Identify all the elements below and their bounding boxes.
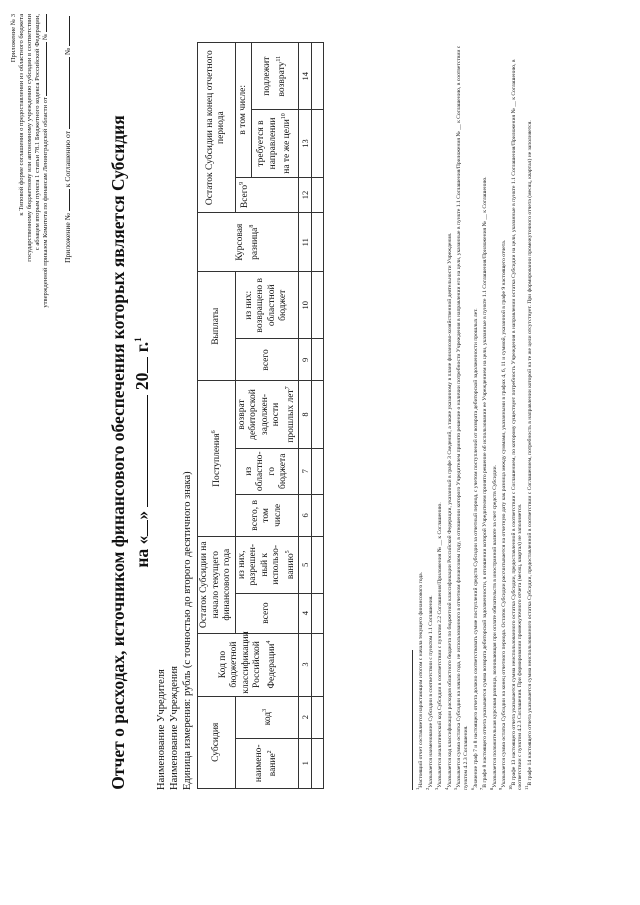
column-number: 13 <box>299 110 312 177</box>
footnote: $^2$Указывается наименование Субсидии в соответствии с пунктом 1.1 Соглашения. <box>424 595 434 790</box>
blank-line <box>147 395 148 507</box>
footnotes <box>412 30 534 790</box>
col-payments-total: всего <box>235 339 299 381</box>
column-number: 11 <box>299 213 312 272</box>
attachment-prefix: Приложение № <box>63 213 72 263</box>
col-balance-end-total: Всего$^9$ <box>235 177 299 213</box>
col-subsidy-name: наимено-вание$^2$ <box>235 738 299 788</box>
table-cell <box>312 110 324 177</box>
column-numbers-row <box>299 43 312 789</box>
table-cell <box>312 593 324 633</box>
footnote: $^{11}$В графе 14 настоящего отчета указывается сумма неиспользованного остатка Субсидии, предоставленной в соответствии с Соглашением, потребность в направлении которой на те же цели отсутствует. При формировании промежуточного отчета (месяц, квартал) не заполняется. <box>524 120 533 790</box>
footnote-ref: 1 <box>133 337 143 342</box>
column-number: 5 <box>299 536 312 593</box>
table-cell <box>312 536 324 593</box>
footnote: $^{10}$В графе 13 настоящего отчета указывается сумма неиспользованного остатка Субсидии, предоставленной в соответствии с Соглашением, по которому существует потребность Учреждения в направлении остатка Субсидии на цели, указанные в пункте 1.1 Соглашения/Приложения № __ к Соглашению, в соответствии с пунктом 4.2.3 Соглашения. При формировании промежуточного отчета (месяц, квартал) не заполняется. <box>507 59 524 790</box>
column-number: 3 <box>299 633 312 696</box>
appendix-line: государственному бюджетному или автономному учреждению субсидии в соответствии <box>26 14 34 262</box>
attachment-middle: к Соглашению от <box>63 130 72 188</box>
table-cell <box>312 494 324 536</box>
table-cell <box>312 696 324 738</box>
data-row-empty <box>312 43 324 789</box>
title-year: 20 <box>131 372 152 391</box>
col-receipts-regional: из областно-го бюджета <box>235 448 299 494</box>
column-number: 1 <box>299 738 312 788</box>
appendix-number-sign: № <box>42 33 50 40</box>
column-number: 8 <box>299 381 312 448</box>
col-balance-start-total: всего <box>235 593 299 633</box>
col-subsidy-code: код$^3$ <box>235 696 299 738</box>
table-cell <box>312 339 324 381</box>
blank-line <box>69 57 70 129</box>
attachment-line <box>63 16 72 263</box>
col-payments-header: Выплаты <box>198 272 236 381</box>
appendix-line <box>42 14 50 634</box>
column-number: 10 <box>299 272 312 339</box>
blank-line <box>147 520 148 536</box>
col-payments-returned: из них: возвращено в областной бюджет <box>235 272 299 339</box>
column-number: 2 <box>299 696 312 738</box>
footnote: $^1$Настоящий отчет составляется нарастающим итогом с начала текущего финансового года. <box>415 571 424 790</box>
founder-name-label: Наименование Учредителя <box>156 669 167 790</box>
title-date-close: » <box>131 510 152 520</box>
attachment-number-sign: № <box>63 47 72 56</box>
table-cell <box>312 448 324 494</box>
blank-line <box>46 14 47 32</box>
appendix-line: к Типовой форме соглашения о предоставлении из областного бюджета <box>18 14 26 216</box>
col-budget-code-header: Код по бюджетной классификации Российской Федерации$^4$ <box>198 633 299 696</box>
table-cell <box>312 213 324 272</box>
title-line-1: Отчет о расходах, источником финансового обеспечения которых является Субсидия <box>108 115 128 790</box>
col-balance-end-header: Остаток Субсидии на конец отчетного периода <box>198 43 236 213</box>
footnote: $^5$Указывается сумма остатка Субсидии на начало года, не использованного в отчетном финансовом году, в отношении которого Учредителем принято решение о наличии потребности Учреждения в направлении его на цели, указанные в пункте 1.1 Соглашения/Приложения № __ к Соглашению, в соответствии с пунктом 4.2.3 Соглашения. <box>453 45 469 790</box>
table-cell <box>312 43 324 110</box>
column-number: 7 <box>299 448 312 494</box>
appendix-order-text: утвержденной приказом Комитета по финансам Ленинградской области от <box>42 97 50 308</box>
title-line-2 <box>128 0 152 905</box>
footnote: $^6$Значение граф 7 и 8 настоящего отчета должно соответствовать сумме поступлений средств Субсидии за отчетный период, с учетом поступлений от возврата дебиторской задолженности прошлых лет. <box>469 308 479 790</box>
title-date-open: на « <box>131 535 152 568</box>
col-balance-start-permitted: из них, разрешен-ный к использо-ванию$^5$ <box>235 536 299 593</box>
col-receipts-total: всего, в том числе <box>235 494 299 536</box>
footnote: $^9$Указывается сумма остатка Субсидии на конец отчетного периода. Остаток Субсидии рассчитывается на отчетную дату как разница между суммами, указанными в графах 4, 6, 11 и суммой, указанной в графе 9 настоящего отчета. <box>498 239 508 790</box>
table-cell <box>312 381 324 448</box>
appendix-line: Приложение № 3 <box>10 14 17 63</box>
col-receipts-header: Поступления$^6$ <box>198 381 236 536</box>
appendix-header <box>10 14 50 634</box>
blank-line <box>69 189 70 211</box>
title-year-suffix: г. <box>131 341 152 353</box>
institution-name-label: Наименование Учреждения <box>169 666 180 790</box>
column-number: 9 <box>299 339 312 381</box>
table-cell <box>312 177 324 213</box>
col-balance-start-header: Остаток Субсидии на начало текущего финансового года <box>198 536 236 633</box>
footnote-rule <box>412 650 413 790</box>
unit-of-measure-label: Единица измерения: рубль (с точностью до второго десятичного знака) <box>182 471 193 790</box>
table-cell <box>312 633 324 696</box>
footnote: $^8$Указывается положительная курсовая разница, возникающая при оплате обязательств в иностранной валюте за счет средств Субсидии. <box>488 465 498 790</box>
column-number: 4 <box>299 593 312 633</box>
col-balance-end-incl: в том числе: <box>235 43 252 178</box>
blank-line <box>147 357 148 373</box>
col-balance-end-required: требуется в направлении на те же цели$^{10}$ <box>252 110 299 177</box>
col-receipts-return: возврат дебиторской задолжен-ности прошлых лет$^7$ <box>235 381 299 448</box>
table-cell <box>312 738 324 788</box>
col-balance-end-to-return: подлежит возврату$^{11}$ <box>252 43 299 110</box>
appendix-line: с абзацем вторым пункта 1 статьи 78.1 Бюджетного кодекса Российской Федерации, <box>34 14 42 251</box>
footnote: $^7$В графе 8 настоящего отчета указывается сумма возврата дебиторской задолженности, в отношении которой Учредителем принято решение об использовании ее Учреждением на цели, указанные в пункте 1.1 Соглашения/Приложения № __ к Соглашению. <box>479 176 488 790</box>
blank-line <box>69 16 70 46</box>
blank-line <box>46 42 47 96</box>
footnote: $^3$Указывается аналитический код Субсидии в соответствии с пунктом 2.2 Соглашения/Приложения № __ к Соглашению. <box>434 502 443 790</box>
table-cell <box>312 272 324 339</box>
report-title <box>108 0 152 905</box>
column-number: 14 <box>299 43 312 110</box>
column-number: 6 <box>299 494 312 536</box>
report-table <box>197 42 324 789</box>
footnote: $^4$Указывается код классификации расходов областного бюджета по бюджетной классификации Российской Федерации, указанный в графе 3 Сведений, а также указанному в плане финансово-хозяйственной деятельности Учреждения. <box>443 232 453 790</box>
col-fx-header: Курсовая разница$^8$ <box>198 213 299 272</box>
col-subsidy-header: Субсидия <box>198 696 236 788</box>
column-number: 12 <box>299 177 312 213</box>
